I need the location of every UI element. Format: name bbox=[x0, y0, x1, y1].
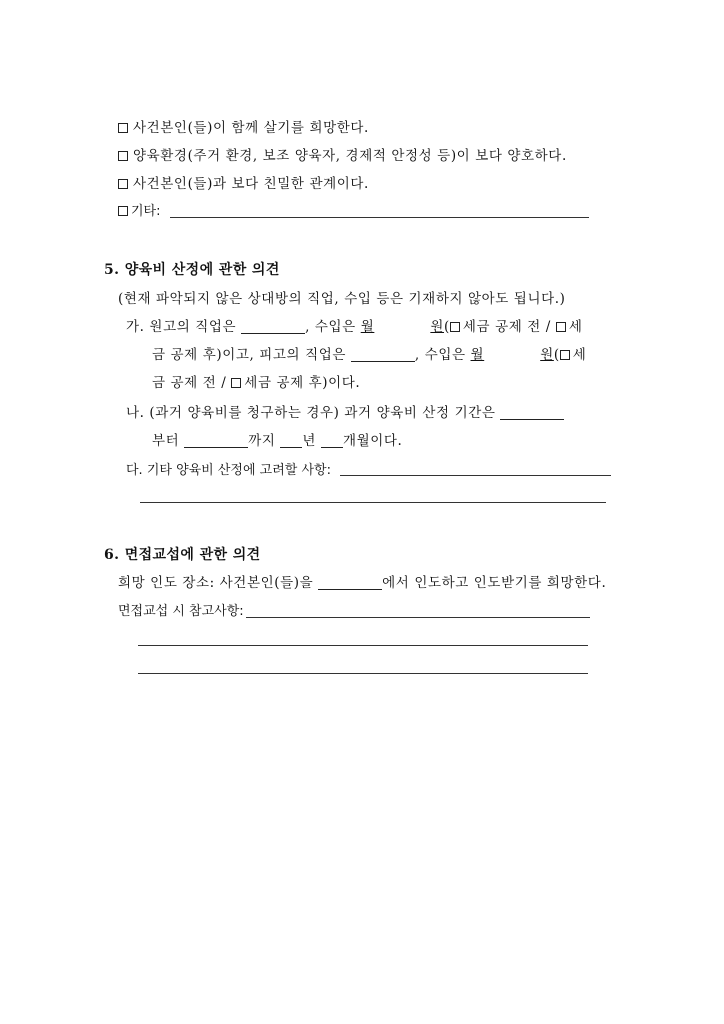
handover-place-line: 희망 인도 장소: 사건본인(들)을 에서 인도하고 인도받기를 희망한다. bbox=[118, 575, 607, 591]
visitation-notes-label: 면접교섭 시 참고사항: bbox=[118, 604, 244, 619]
support-considerations-line-1[interactable] bbox=[340, 475, 611, 476]
item-na-line-2: 부터 까지 년 개월이다. bbox=[152, 433, 403, 449]
section-5-title: 5. 양육비 산정에 관한 의견 bbox=[104, 262, 280, 278]
checkbox-label: 기타: bbox=[131, 204, 161, 219]
item-ga-line-2: 금 공제 후)이고, 피고의 직업은 , 수입은 월 원( 세 bbox=[152, 347, 587, 363]
years-field[interactable] bbox=[280, 433, 302, 448]
item-ga-line-3: 금 공제 전 / 세금 공제 후)이다. bbox=[152, 375, 361, 391]
defendant-before-tax-checkbox[interactable] bbox=[560, 350, 570, 360]
checkbox-label: 사건본인(들)과 보다 친밀한 관계이다. bbox=[133, 176, 369, 192]
checkbox[interactable] bbox=[118, 151, 128, 161]
months-field[interactable] bbox=[321, 433, 343, 448]
checkbox-item-other[interactable] bbox=[118, 203, 161, 221]
item-da-label: 다. 기타 양육비 산정에 고려할 사항: bbox=[126, 463, 331, 478]
visitation-notes-line-2[interactable] bbox=[138, 645, 588, 646]
checkbox[interactable] bbox=[118, 179, 128, 189]
defendant-income-field[interactable]: 월 원 bbox=[470, 347, 554, 363]
plaintiff-job-field[interactable] bbox=[241, 319, 305, 334]
item-na-line-1: 나. (과거 양육비를 청구하는 경우) 과거 양육비 산정 기간은 bbox=[126, 404, 564, 422]
section-5-note: (현재 파악되지 않은 상대방의 직업, 수입 등은 기재하지 않아도 됩니다.) bbox=[118, 291, 566, 307]
visitation-notes-line-3[interactable] bbox=[138, 673, 588, 674]
plaintiff-before-tax-checkbox[interactable] bbox=[450, 322, 460, 332]
period-end-field[interactable] bbox=[184, 433, 248, 448]
defendant-job-field[interactable] bbox=[351, 347, 415, 362]
visitation-notes-line-1[interactable] bbox=[246, 617, 590, 618]
item-ga-line-1: 가. 원고의 직업은 , 수입은 월 원( 세금 공제 전 / 세 bbox=[126, 319, 583, 335]
checkbox[interactable] bbox=[118, 206, 128, 216]
plaintiff-income-field[interactable]: 월 원 bbox=[360, 319, 445, 335]
checkbox[interactable] bbox=[118, 123, 128, 133]
checkbox-item-live-together[interactable] bbox=[118, 119, 369, 137]
checkbox-item-relationship[interactable] bbox=[118, 175, 369, 193]
checkbox-item-environment[interactable] bbox=[118, 147, 567, 165]
section-6-title: 6. 면접교섭에 관한 의견 bbox=[104, 547, 261, 563]
defendant-after-tax-checkbox[interactable] bbox=[231, 378, 241, 388]
handover-place-field[interactable] bbox=[318, 575, 382, 590]
support-considerations-line-2[interactable] bbox=[140, 502, 606, 503]
plaintiff-after-tax-checkbox[interactable] bbox=[556, 322, 566, 332]
period-start-field[interactable] bbox=[500, 405, 564, 420]
checkbox-label: 양육환경(주거 환경, 보조 양육자, 경제적 안정성 등)이 보다 양호하다. bbox=[133, 148, 567, 164]
other-reason-input-line[interactable] bbox=[170, 217, 589, 218]
checkbox-label: 사건본인(들)이 함께 살기를 희망한다. bbox=[133, 120, 369, 136]
